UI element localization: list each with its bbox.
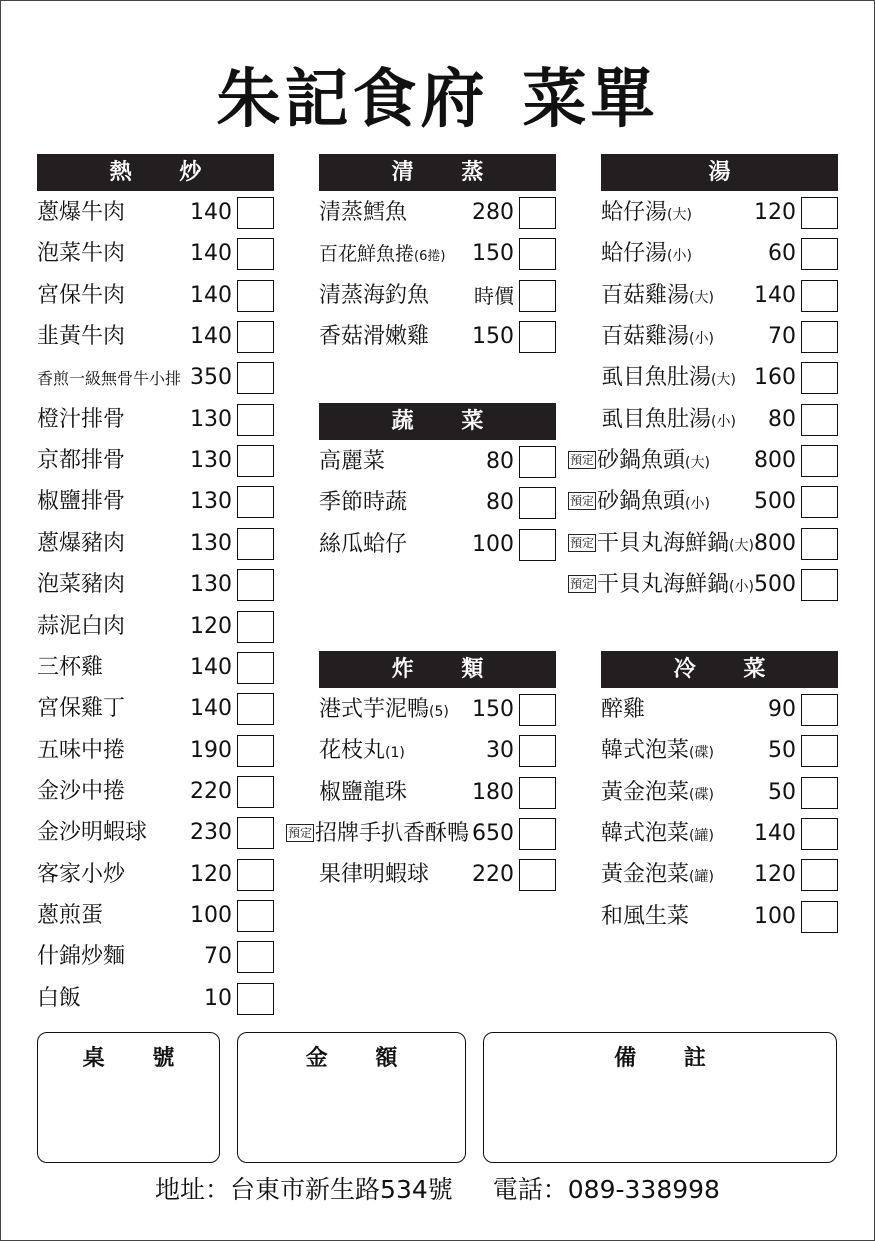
item-price: 220 <box>190 779 232 804</box>
quantity-checkbox[interactable] <box>237 238 274 270</box>
menu-item-soup <box>568 569 838 601</box>
menu-item-cold <box>601 694 838 726</box>
item-name-text: 韭黃牛肉 <box>37 324 126 349</box>
quantity-checkbox[interactable] <box>519 321 556 353</box>
item-name-text: 京都排骨 <box>37 448 126 473</box>
item-price: 800 <box>754 531 796 556</box>
item-name-text: 蒜泥白肉 <box>37 614 126 639</box>
item-name <box>286 818 469 850</box>
item-name <box>601 818 714 852</box>
item-name <box>37 693 125 725</box>
quantity-checkbox[interactable] <box>237 486 274 518</box>
item-portion-note: (5) <box>429 704 449 720</box>
item-portion-note: (大) <box>689 290 714 306</box>
item-price: 140 <box>190 324 232 349</box>
item-portion-note: (罐) <box>689 828 714 844</box>
item-name <box>568 528 754 562</box>
notes-label: 備 註 <box>614 1046 706 1071</box>
item-price: 130 <box>190 531 232 556</box>
item-name <box>37 197 125 229</box>
quantity-checkbox[interactable] <box>519 735 556 767</box>
item-name <box>37 280 125 312</box>
item-price: 220 <box>472 862 514 887</box>
item-name-text: 什錦炒麵 <box>37 944 126 969</box>
item-price: 160 <box>754 365 796 390</box>
quantity-checkbox[interactable] <box>801 362 838 394</box>
menu-item-steamed <box>319 197 556 229</box>
quantity-checkbox[interactable] <box>519 529 556 561</box>
item-name <box>319 280 429 312</box>
item-portion-note: (6捲) <box>414 249 446 264</box>
item-portion-note: (小) <box>711 414 736 430</box>
item-name-text: 虱目魚肚湯 <box>601 407 712 432</box>
amount-label: 金 額 <box>305 1046 398 1071</box>
item-name <box>37 486 125 518</box>
quantity-checkbox[interactable] <box>519 197 556 229</box>
quantity-checkbox[interactable] <box>801 528 838 560</box>
menu-item-stirfry <box>37 404 274 436</box>
menu-item-soup <box>601 280 838 312</box>
item-name-text: 高麗菜 <box>319 449 386 474</box>
item-price: 120 <box>190 614 232 639</box>
item-price: 500 <box>754 489 796 514</box>
item-name-text: 金沙中捲 <box>37 779 126 804</box>
item-name <box>37 611 125 643</box>
item-price: 140 <box>190 655 232 680</box>
item-price: 650 <box>472 821 514 846</box>
address-text: 地址：台東市新生路534號 <box>155 1175 453 1204</box>
menu-item-fried <box>319 777 556 809</box>
quantity-checkbox[interactable] <box>801 238 838 270</box>
item-price: 60 <box>768 241 796 266</box>
item-name <box>319 321 429 353</box>
item-price: 100 <box>190 903 232 928</box>
item-price: 50 <box>768 780 796 805</box>
menu-item-steamed <box>319 280 556 312</box>
menu-item-stirfry <box>37 817 274 849</box>
quantity-checkbox[interactable] <box>237 817 274 849</box>
item-name <box>37 445 125 477</box>
menu-item-veg <box>319 529 556 561</box>
item-name <box>601 901 689 933</box>
item-name <box>319 197 407 229</box>
phone-text: 電話：089-338998 <box>492 1175 720 1204</box>
item-price: 140 <box>190 200 232 225</box>
menu-item-stirfry <box>37 362 274 394</box>
item-name <box>37 776 125 808</box>
item-price: 140 <box>754 283 796 308</box>
menu-item-soup <box>601 404 838 436</box>
item-name-text: 季節時蔬 <box>319 490 408 515</box>
footer <box>0 1172 875 1208</box>
quantity-checkbox[interactable] <box>801 404 838 436</box>
item-price: 150 <box>472 697 514 722</box>
menu-item-stirfry <box>37 528 274 560</box>
menu-item-soup <box>601 321 838 353</box>
menu-item-stirfry <box>37 445 274 477</box>
menu-item-soup <box>568 528 838 560</box>
item-name-text: 蔥爆豬肉 <box>37 531 126 556</box>
quantity-checkbox[interactable] <box>801 735 838 767</box>
item-price: 90 <box>768 697 796 722</box>
menu-item-stirfry <box>37 941 274 973</box>
item-name <box>37 569 125 601</box>
section-header-cold: 冷 菜 <box>601 651 838 688</box>
menu-item-fried <box>319 735 556 767</box>
item-name <box>319 735 405 769</box>
item-name <box>37 238 125 270</box>
item-name <box>601 735 714 769</box>
menu-item-cold <box>601 735 838 767</box>
quantity-checkbox[interactable] <box>801 486 838 518</box>
item-name-text: 醉雞 <box>601 697 646 722</box>
quantity-checkbox[interactable] <box>801 777 838 809</box>
item-portion-note: (小) <box>689 331 714 347</box>
quantity-checkbox[interactable] <box>801 280 838 312</box>
menu-item-cold <box>601 818 838 850</box>
quantity-checkbox[interactable] <box>519 487 556 519</box>
item-name <box>601 197 692 231</box>
menu-item-stirfry <box>37 735 274 767</box>
section-header-veg: 蔬 菜 <box>319 403 556 440</box>
quantity-checkbox[interactable] <box>237 941 274 973</box>
item-name-text: 干貝丸海鮮鍋 <box>597 531 730 556</box>
item-price: 350 <box>190 365 232 390</box>
item-price: 50 <box>768 738 796 763</box>
quantity-checkbox[interactable] <box>237 197 274 229</box>
quantity-checkbox[interactable] <box>237 900 274 932</box>
reservation-badge: 預定 <box>288 826 313 840</box>
menu-item-stirfry <box>37 197 274 229</box>
menu-item-cold <box>601 859 838 891</box>
menu-item-fried <box>286 818 556 850</box>
quantity-checkbox[interactable] <box>519 777 556 809</box>
item-price: 120 <box>190 862 232 887</box>
menu-item-stirfry <box>37 983 274 1015</box>
item-name <box>319 694 449 728</box>
item-name-text: 百菇雞湯 <box>601 283 690 308</box>
item-price: 280 <box>472 200 514 225</box>
item-portion-note: (大) <box>729 538 754 554</box>
menu-item-stirfry <box>37 611 274 643</box>
menu-item-stirfry <box>37 900 274 932</box>
item-name <box>319 446 385 478</box>
item-name-text: 香煎一級無骨牛小排 <box>37 369 182 388</box>
item-name-text: 蛤仔湯 <box>601 241 668 266</box>
item-name <box>319 777 407 809</box>
item-name-text: 清蒸海釣魚 <box>319 283 430 308</box>
section-header-stirfry: 熱 炒 <box>37 154 274 191</box>
quantity-checkbox[interactable] <box>237 776 274 808</box>
item-name-text: 蛤仔湯 <box>601 200 668 225</box>
item-name <box>319 859 429 891</box>
reservation-badge: 預定 <box>570 577 595 591</box>
item-name <box>319 529 407 561</box>
item-name-text: 白飯 <box>37 986 82 1011</box>
quantity-checkbox[interactable] <box>237 693 274 725</box>
item-name <box>568 445 710 479</box>
item-name-text: 五味中捲 <box>37 738 126 763</box>
quantity-checkbox[interactable] <box>519 446 556 478</box>
item-price: 150 <box>472 241 514 266</box>
table-number-box[interactable] <box>37 1032 220 1163</box>
menu-item-stirfry <box>37 321 274 353</box>
item-name-text: 和風生菜 <box>601 904 690 929</box>
item-name <box>601 238 692 272</box>
item-name-text: 花枝丸 <box>319 738 386 763</box>
quantity-checkbox[interactable] <box>237 280 274 312</box>
item-name-text: 黃金泡菜 <box>601 862 690 887</box>
item-name-text: 金沙明蝦球 <box>37 820 148 845</box>
item-portion-note: (碟) <box>689 787 714 803</box>
item-name-text: 三杯雞 <box>37 655 104 680</box>
item-name <box>37 404 125 436</box>
quantity-checkbox[interactable] <box>801 321 838 353</box>
menu-item-steamed <box>319 321 556 353</box>
item-price: 時價 <box>474 284 514 308</box>
item-name-text: 黃金泡菜 <box>601 780 690 805</box>
quantity-checkbox[interactable] <box>801 694 838 726</box>
quantity-checkbox[interactable] <box>237 859 274 891</box>
item-name <box>37 900 103 932</box>
item-price: 140 <box>754 821 796 846</box>
section-header-steamed: 清 蒸 <box>319 154 556 191</box>
item-price: 30 <box>486 738 514 763</box>
quantity-checkbox[interactable] <box>519 818 556 850</box>
item-price: 500 <box>754 572 796 597</box>
item-name-text: 清蒸鱈魚 <box>319 200 408 225</box>
item-name <box>37 983 81 1015</box>
item-name <box>601 280 714 314</box>
menu-title <box>0 58 875 142</box>
item-name <box>601 694 645 726</box>
menu-item-stirfry <box>37 652 274 684</box>
quantity-checkbox[interactable] <box>801 901 838 933</box>
item-name-text: 蔥煎蛋 <box>37 903 104 928</box>
quantity-checkbox[interactable] <box>519 859 556 891</box>
item-price: 100 <box>472 532 514 557</box>
table-number-label: 桌 號 <box>82 1046 175 1071</box>
menu-item-fried <box>319 694 556 726</box>
item-name <box>37 321 125 353</box>
menu-item-steamed <box>319 238 556 270</box>
item-name-text: 虱目魚肚湯 <box>601 365 712 390</box>
item-price: 120 <box>754 862 796 887</box>
item-name <box>37 941 125 973</box>
reservation-badge: 預定 <box>570 453 595 467</box>
item-price: 120 <box>754 200 796 225</box>
menu-item-veg <box>319 487 556 519</box>
item-portion-note: (罐) <box>689 869 714 885</box>
menu-item-soup <box>601 238 838 270</box>
item-name-text: 韓式泡菜 <box>601 738 690 763</box>
quantity-checkbox[interactable] <box>801 197 838 229</box>
item-portion-note: (碟) <box>689 745 714 761</box>
item-name-text: 干貝丸海鮮鍋 <box>597 572 730 597</box>
item-name <box>37 735 125 767</box>
item-name-text: 客家小炒 <box>37 862 126 887</box>
item-name-text: 蔥爆牛肉 <box>37 200 126 225</box>
menu-item-fried <box>319 859 556 891</box>
item-price: 230 <box>190 820 232 845</box>
quantity-checkbox[interactable] <box>801 445 838 477</box>
item-name-text: 香菇滑嫩雞 <box>319 324 430 349</box>
quantity-checkbox[interactable] <box>801 569 838 601</box>
menu-item-stirfry <box>37 569 274 601</box>
item-price: 80 <box>768 407 796 432</box>
reservation-badge: 預定 <box>570 494 595 508</box>
item-name-text: 韓式泡菜 <box>601 821 690 846</box>
item-name-text: 泡菜牛肉 <box>37 241 126 266</box>
quantity-checkbox[interactable] <box>237 611 274 643</box>
menu-item-soup <box>601 362 838 394</box>
item-price: 130 <box>190 407 232 432</box>
quantity-checkbox[interactable] <box>237 362 274 394</box>
amount-box[interactable] <box>237 1032 466 1163</box>
item-portion-note: (小) <box>685 496 710 512</box>
quantity-checkbox[interactable] <box>237 652 274 684</box>
menu-item-stirfry <box>37 486 274 518</box>
item-name-text: 宮保雞丁 <box>37 696 126 721</box>
item-name <box>37 652 103 684</box>
item-portion-note: (大) <box>685 455 710 471</box>
item-price: 140 <box>190 241 232 266</box>
item-name-text: 百菇雞湯 <box>601 324 690 349</box>
quantity-checkbox[interactable] <box>237 404 274 436</box>
item-price: 190 <box>190 738 232 763</box>
item-price: 130 <box>190 448 232 473</box>
item-name <box>37 362 181 395</box>
item-name-text: 絲瓜蛤仔 <box>319 532 408 557</box>
section-header-fried: 炸 類 <box>319 651 556 688</box>
item-name-text: 宮保牛肉 <box>37 283 126 308</box>
menu-item-stirfry <box>37 693 274 725</box>
menu-item-cold <box>601 777 838 809</box>
menu-item-stirfry <box>37 238 274 270</box>
item-name-text: 百花鮮魚捲 <box>319 243 415 265</box>
item-name <box>568 569 754 603</box>
item-name-text: 椒鹽龍珠 <box>319 780 408 805</box>
item-name <box>601 321 714 355</box>
item-name <box>319 238 445 273</box>
quantity-checkbox[interactable] <box>801 818 838 850</box>
quantity-checkbox[interactable] <box>237 569 274 601</box>
menu-item-soup <box>601 197 838 229</box>
quantity-checkbox[interactable] <box>237 735 274 767</box>
menu-item-soup <box>568 445 838 477</box>
restaurant-name: 朱記食府 <box>216 62 489 137</box>
item-price: 180 <box>472 780 514 805</box>
item-portion-note: (1) <box>385 745 405 761</box>
quantity-checkbox[interactable] <box>519 238 556 270</box>
item-name <box>601 859 714 893</box>
notes-box[interactable] <box>483 1032 837 1163</box>
item-price: 10 <box>204 986 232 1011</box>
item-portion-note: (大) <box>667 207 692 223</box>
item-name-text: 椒鹽排骨 <box>37 489 126 514</box>
item-portion-note: (大) <box>711 372 736 388</box>
item-name <box>37 528 125 560</box>
item-name-text: 果律明蝦球 <box>319 862 430 887</box>
item-price: 130 <box>190 489 232 514</box>
item-portion-note: (小) <box>667 248 692 264</box>
item-price: 70 <box>768 324 796 349</box>
item-name-text: 橙汁排骨 <box>37 407 126 432</box>
menu-item-soup <box>568 486 838 518</box>
item-price: 800 <box>754 448 796 473</box>
quantity-checkbox[interactable] <box>519 280 556 312</box>
item-price: 140 <box>190 283 232 308</box>
item-price: 80 <box>486 490 514 515</box>
menu-item-veg <box>319 446 556 478</box>
item-portion-note: (小) <box>729 579 754 595</box>
quantity-checkbox[interactable] <box>237 445 274 477</box>
reservation-badge: 預定 <box>570 536 595 550</box>
quantity-checkbox[interactable] <box>237 528 274 560</box>
quantity-checkbox[interactable] <box>519 694 556 726</box>
item-price: 70 <box>204 944 232 969</box>
menu-label: 菜單 <box>522 62 659 137</box>
item-name <box>568 486 710 520</box>
item-price: 140 <box>190 696 232 721</box>
item-name <box>601 362 736 396</box>
item-name-text: 泡菜豬肉 <box>37 572 126 597</box>
menu-item-stirfry <box>37 776 274 808</box>
item-price: 150 <box>472 324 514 349</box>
item-name <box>601 777 714 811</box>
item-name <box>37 859 125 891</box>
item-name <box>37 817 147 849</box>
quantity-checkbox[interactable] <box>237 321 274 353</box>
menu-item-stirfry <box>37 280 274 312</box>
item-price: 130 <box>190 572 232 597</box>
item-name-text: 招牌手扒香酥鴨 <box>315 821 470 846</box>
item-name <box>319 487 407 519</box>
quantity-checkbox[interactable] <box>801 859 838 891</box>
quantity-checkbox[interactable] <box>237 983 274 1015</box>
item-name <box>601 404 736 438</box>
menu-item-cold <box>601 901 838 933</box>
menu-item-stirfry <box>37 859 274 891</box>
item-price: 100 <box>754 904 796 929</box>
item-name-text: 砂鍋魚頭 <box>597 448 686 473</box>
item-name-text: 港式芋泥鴨 <box>319 697 430 722</box>
section-header-soup: 湯 <box>601 154 838 191</box>
item-price: 80 <box>486 449 514 474</box>
item-name-text: 砂鍋魚頭 <box>597 489 686 514</box>
